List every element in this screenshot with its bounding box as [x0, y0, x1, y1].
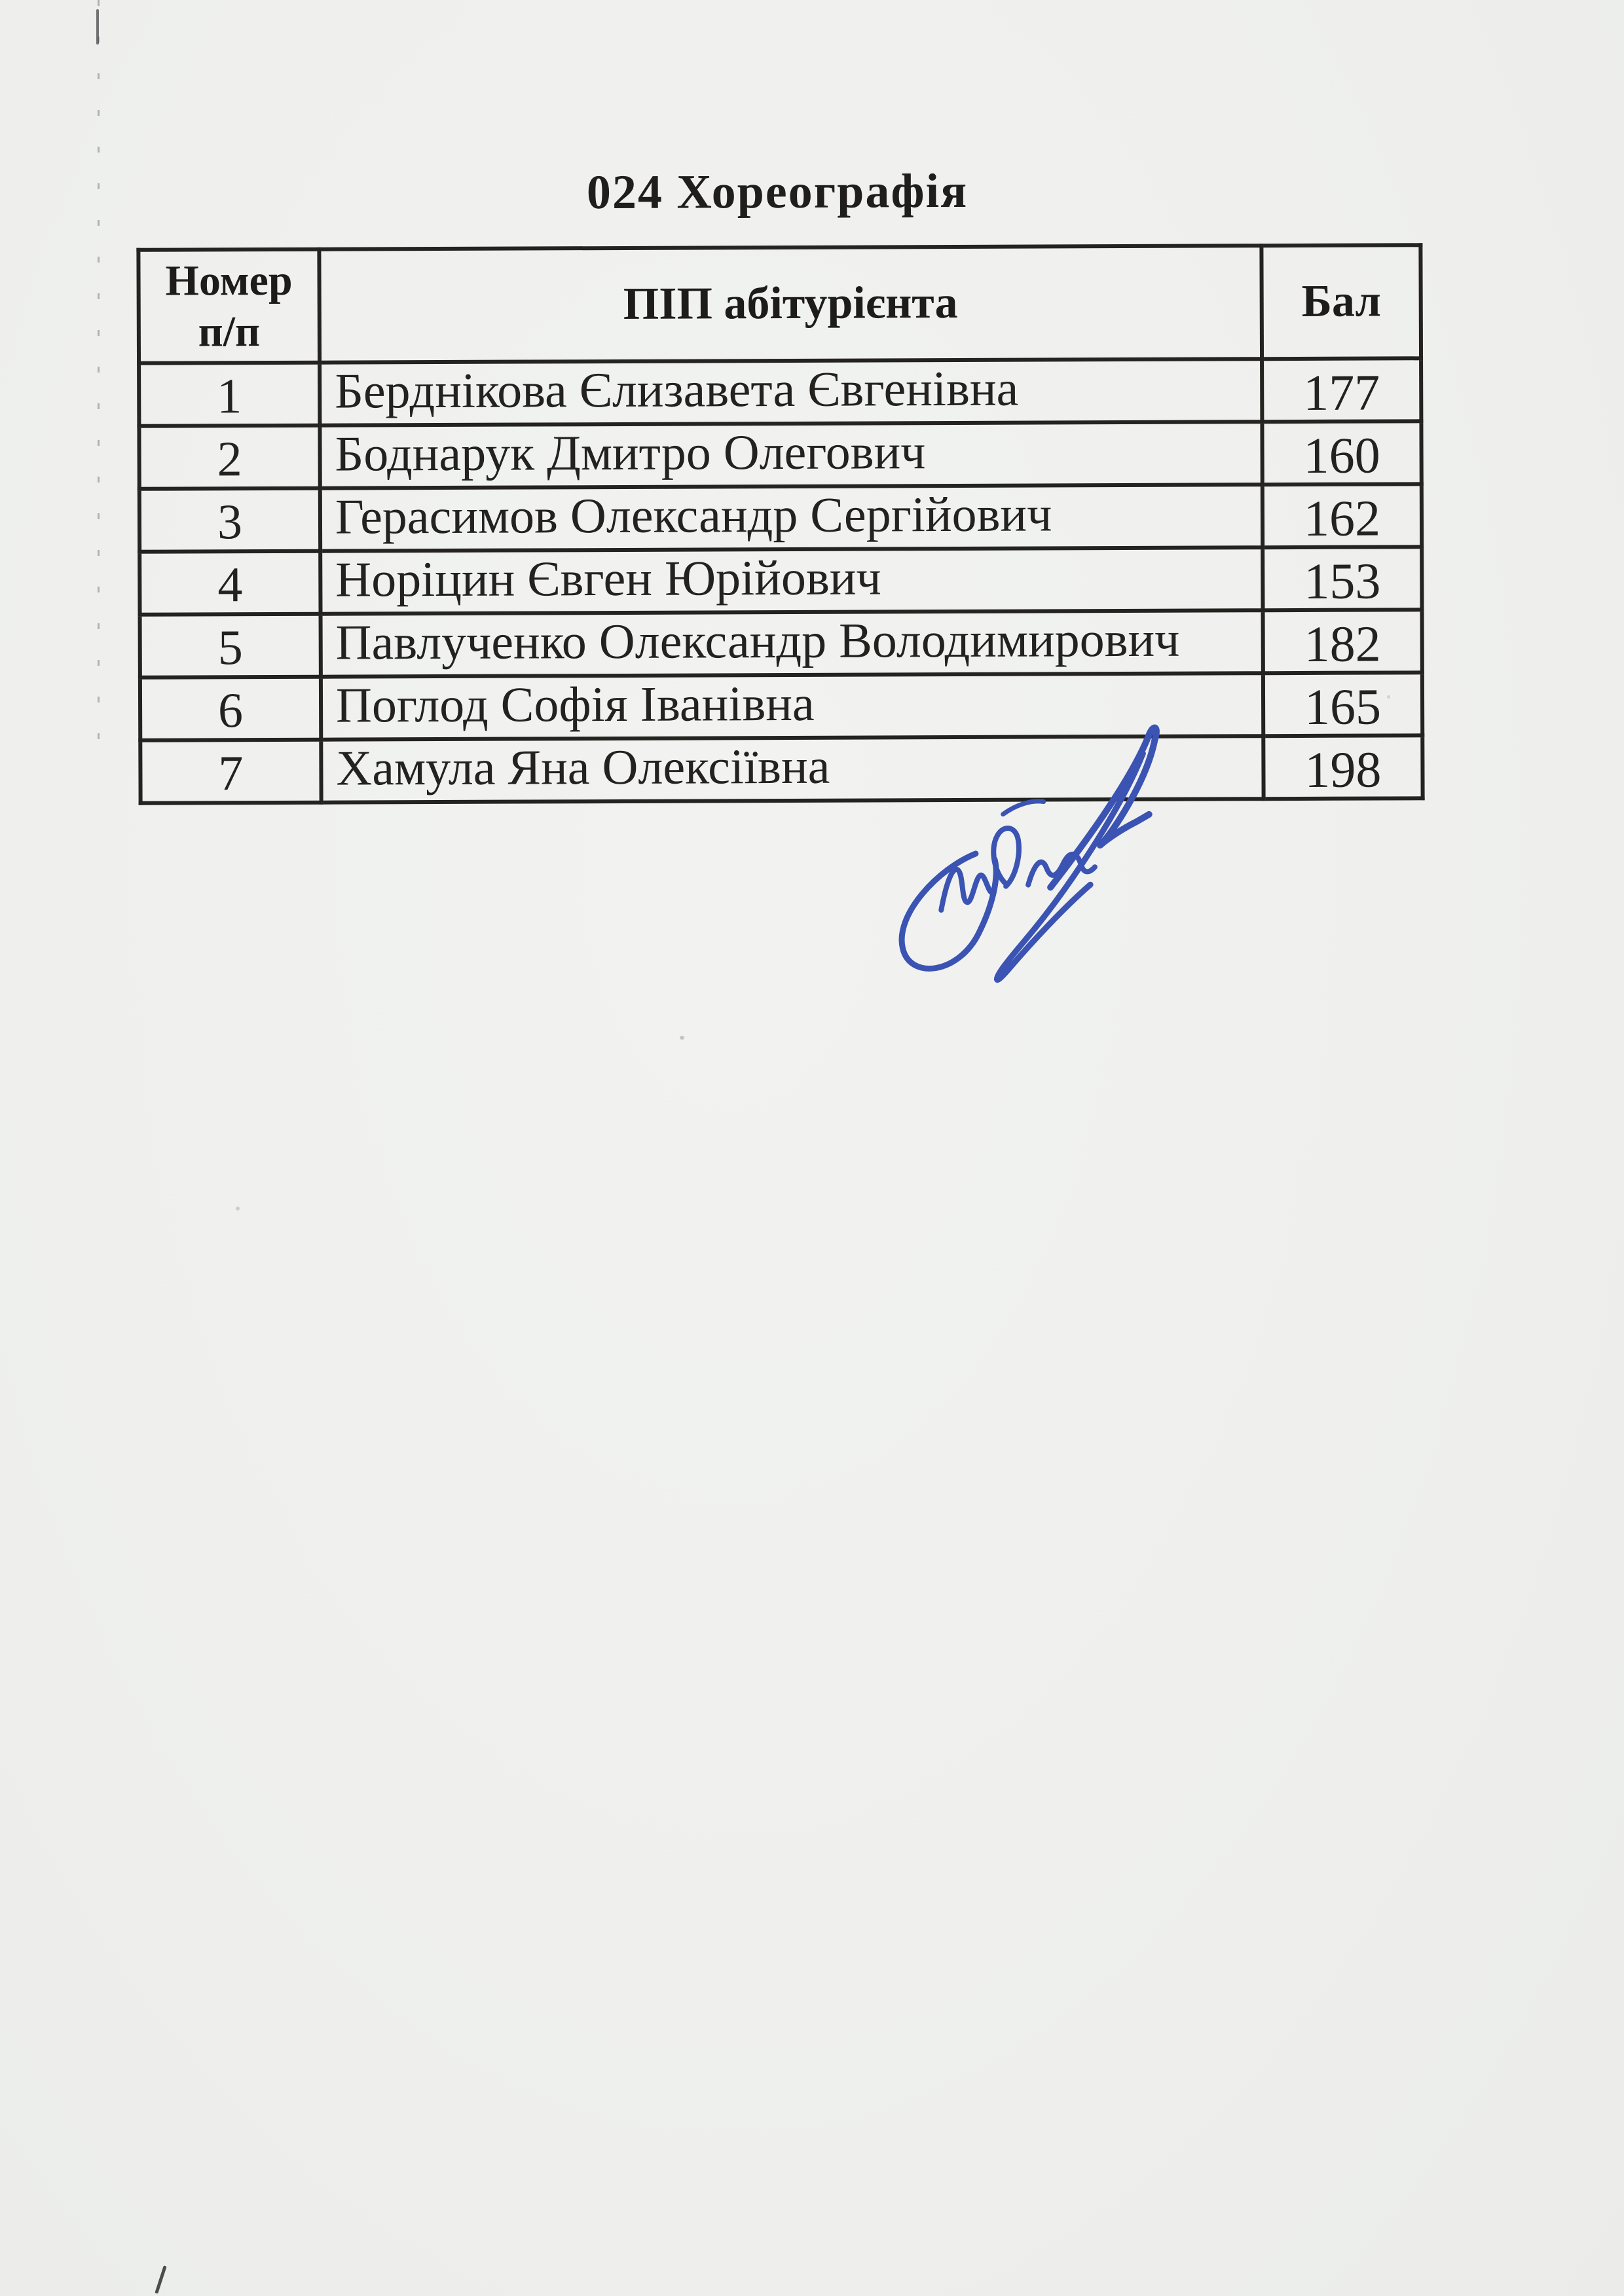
score-cell: 165 [1263, 672, 1422, 736]
table-row [139, 484, 1422, 552]
header-row [138, 245, 1421, 363]
header-name-cell: ПІП абітурієнта [319, 246, 1262, 363]
table-row [140, 672, 1422, 740]
header-number-line2: п/п [198, 307, 261, 355]
name-cell: Боднарук Дмитро Олегович [320, 422, 1262, 488]
scan-speck [680, 1036, 684, 1040]
row-number-cell: 6 [140, 677, 321, 740]
page-title: 024 Хореографія [586, 164, 969, 220]
table-row [139, 547, 1422, 615]
score-cell: 182 [1263, 610, 1422, 673]
score-cell: 153 [1263, 547, 1422, 610]
score-cell: 198 [1263, 735, 1422, 799]
row-number-cell: 5 [140, 614, 321, 678]
row-number-cell: 7 [140, 740, 321, 803]
handwritten-signature [878, 716, 1187, 992]
table-row [139, 421, 1421, 489]
row-number-cell: 3 [139, 488, 320, 552]
header-number-cell [138, 249, 320, 363]
signature-stroke [941, 869, 992, 910]
header-number-line1: Номер [165, 256, 293, 305]
name-cell: Норіцин Євген Юрійович [320, 547, 1263, 614]
score-cell: 177 [1262, 358, 1421, 422]
signature-stroke [902, 854, 997, 969]
signature-stroke [1003, 801, 1044, 814]
table-row [140, 735, 1422, 803]
scan-speck [1387, 695, 1390, 699]
paper-fold-mark [96, 9, 99, 45]
name-cell: Берднікова Єлизавета Євгенівна [320, 359, 1262, 426]
name-cell: Поглод Софія Іванівна [321, 673, 1263, 740]
results-table [136, 243, 1424, 805]
score-cell: 160 [1262, 421, 1421, 484]
row-number-cell: 4 [139, 551, 320, 615]
scan-speck [236, 1207, 240, 1211]
score-cell: 162 [1263, 484, 1422, 547]
name-cell: Хамула Яна Олексіївна [321, 736, 1263, 803]
paper-fold-line [98, 0, 100, 759]
header-score-cell: Бал [1261, 245, 1421, 359]
row-number-cell: 2 [139, 426, 320, 489]
table-row [139, 358, 1421, 426]
name-cell: Герасимов Олександр Сергійович [320, 484, 1263, 551]
name-cell: Павлученко Олександр Володимирович [321, 610, 1263, 677]
table-row [140, 610, 1422, 678]
row-number-cell: 1 [139, 363, 320, 426]
